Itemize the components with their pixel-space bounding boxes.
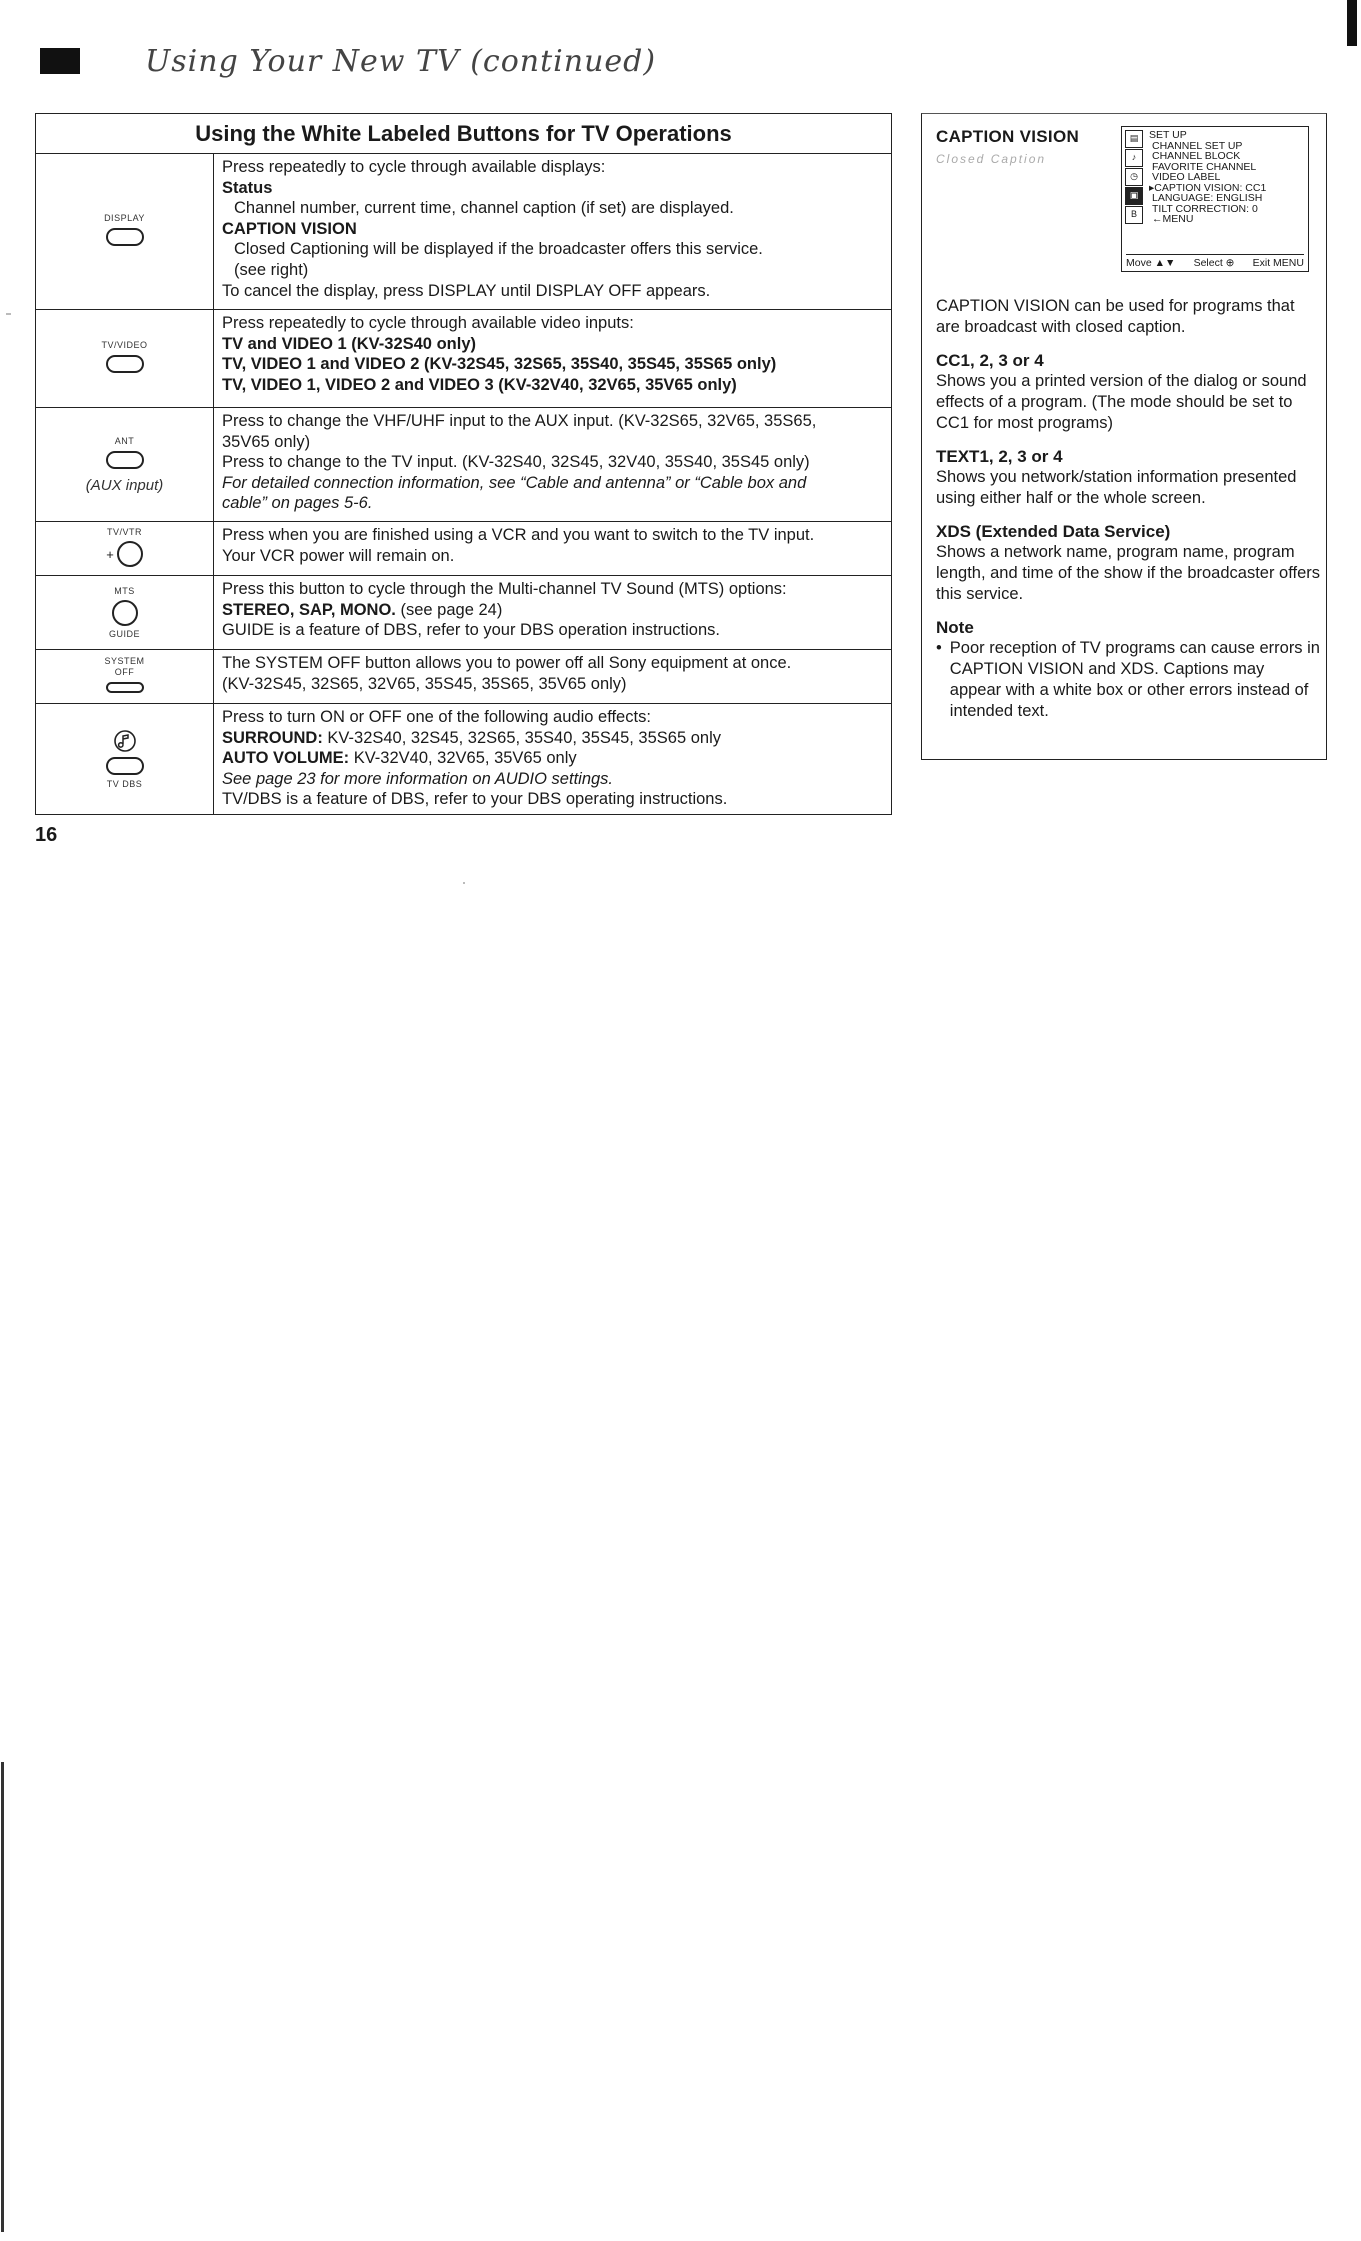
text-line: Closed Captioning will be displayed if the broadcaster offers this service. [234, 240, 763, 259]
oval-button-icon [106, 451, 144, 469]
bullet: • [936, 639, 942, 657]
round-button-icon [112, 600, 138, 626]
display-button-illustration [36, 154, 214, 309]
table-title: Using the White Labeled Buttons for TV Operations [36, 114, 891, 154]
section-heading: XDS (Extended Data Service) [936, 522, 1171, 541]
table-row-system-off [36, 650, 891, 704]
text-line: For detailed connection information, see “Cable and antenna” or “Cable box and [222, 473, 807, 492]
table-row-tv-video [36, 310, 891, 408]
music-note-icon [113, 729, 137, 753]
caption-vision-subtitle: Closed Caption [936, 152, 1047, 166]
text-line: GUIDE is a feature of DBS, refer to your DBS operation instructions. [222, 621, 720, 640]
oval-button-icon [106, 355, 144, 373]
text-line: To cancel the display, press DISPLAY until DISPLAY OFF appears. [222, 281, 711, 300]
menu-item: TILT CORRECTION: 0 [1152, 202, 1258, 215]
note-section [936, 617, 1320, 722]
audio-effect-description [214, 704, 891, 814]
ant-button-label: ANT [114, 435, 135, 446]
display-button-label: DISPLAY [104, 213, 145, 223]
text-line: Press when you are finished using a VCR and you want to switch to the TV input. [222, 526, 815, 544]
text-line: Press repeatedly to cycle through available video inputs: [222, 314, 634, 332]
video-menu-icon: ▤ [1125, 130, 1143, 148]
menu-item: CHANNEL BLOCK [1152, 150, 1241, 162]
text-line: Press to change the VHF/UHF input to the AUX input. (KV-32S65, 32V65, 35S65, [222, 412, 817, 430]
text-line: Channel number, current time, channel caption (if set) are displayed. [234, 199, 734, 218]
caption-vision-title: CAPTION VISION [936, 127, 1080, 146]
setup-menu-screen [1121, 126, 1309, 272]
text-line: cable” on pages 5-6. [222, 494, 373, 513]
text-line: See page 23 for more information on AUDIO settings. [222, 769, 614, 788]
edge-tab-mark [1347, 0, 1357, 46]
auto-volume-label: AUTO VOLUME: [222, 749, 350, 768]
section-body: Shows a network name, program name, program length, and time of the show if the broadcaster offers this service. [936, 543, 1321, 603]
table-row-mts [36, 576, 891, 650]
text-line: Press to change to the TV input. (KV-32S40, 32S45, 32V40, 35S40, 35S45 only) [222, 453, 810, 472]
select-hint: Select ⊕ [1193, 256, 1235, 269]
scan-speck [463, 882, 465, 884]
xds-section [936, 521, 1320, 605]
menu-item: LANGUAGE: ENGLISH [1152, 192, 1263, 204]
caption-vision-intro: CAPTION VISION can be used for programs that are broadcast with closed caption. [936, 297, 1295, 336]
scan-speck [6, 313, 11, 315]
text-line: Press to turn ON or OFF one of the following audio effects: [222, 708, 651, 726]
menu-item: VIDEO LABEL [1152, 171, 1221, 183]
table-row-audio-effect [36, 704, 891, 814]
setup-menu-icon: ▣ [1125, 187, 1143, 205]
menu-items [1149, 129, 1267, 225]
menu-item: FAVORITE CHANNEL [1152, 160, 1257, 173]
oval-button-icon [106, 757, 144, 775]
text-line: TV and VIDEO 1 (KV-32S40 only) [222, 334, 476, 353]
ant-description [214, 408, 891, 521]
text-line [222, 600, 883, 621]
menu-item: CHANNEL SET UP [1152, 139, 1243, 152]
buttons-table [35, 113, 892, 815]
plus-circle-button [106, 538, 143, 570]
tv-video-button-illustration [36, 310, 214, 407]
menu-item: ←MENU [1152, 213, 1194, 225]
section-body: Shows you network/station information presented using either half or the whole screen. [936, 468, 1297, 507]
page-header-title: Using Your New TV (continued) [145, 44, 657, 79]
menu-item-selected: ▸CAPTION VISION: CC1 [1149, 181, 1267, 194]
text-line: TV, VIDEO 1 and VIDEO 2 (KV-32S45, 32S65, 35S40, 35S45, 35S65 only) [222, 355, 777, 374]
exit-hint: Exit MENU [1252, 256, 1304, 269]
menu-icon-column [1125, 130, 1147, 225]
text-line: CAPTION VISION [222, 219, 357, 238]
text-line: (KV-32S45, 32S65, 32V65, 35S45, 35S65, 35V65 only) [222, 674, 627, 693]
system-off-button-illustration [36, 650, 214, 703]
text-line: 35V65 only) [222, 432, 311, 451]
tv-dbs-button-label: TV DBS [106, 778, 143, 789]
section-marker-block [40, 48, 80, 74]
text-line: Status [222, 178, 273, 197]
tv-vtr-description [214, 522, 891, 575]
text-line [222, 748, 883, 769]
cc-section [936, 350, 1320, 434]
round-button-icon [117, 541, 143, 567]
audio-menu-icon: ♪ [1125, 149, 1143, 167]
table-row-ant [36, 408, 891, 522]
text-line: TV/DBS is a feature of DBS, refer to your DBS operating instructions. [222, 790, 728, 809]
mts-button-illustration [36, 576, 214, 649]
timer-menu-icon: ◷ [1125, 168, 1143, 186]
system-off-button-label: SYSTEM OFF [104, 656, 145, 677]
scan-edge-line [1, 1762, 4, 2232]
text-line: (see right) [234, 260, 309, 279]
note-item [936, 638, 1320, 722]
text-line: The SYSTEM OFF button allows you to power off all Sony equipment at once. [222, 654, 792, 672]
text-line: TV, VIDEO 1, VIDEO 2 and VIDEO 3 (KV-32V40, 32V65, 35V65 only) [222, 375, 737, 394]
surround-label: SURROUND: [222, 728, 323, 747]
page-number: 16 [35, 824, 58, 846]
plus-icon: + [106, 546, 114, 562]
table-row-display [36, 154, 891, 310]
text-line: Press repeatedly to cycle through available displays: [222, 158, 606, 176]
mts-description [214, 576, 891, 649]
note-heading: Note [936, 618, 974, 637]
menu-footer [1126, 254, 1304, 269]
text-line: Press this button to cycle through the Multi-channel TV Sound (MTS) options: [222, 580, 787, 598]
note-text: Poor reception of TV programs can cause errors in CAPTION VISION and XDS. Captions may appear with a white box or other errors instead of intended text. [949, 639, 1320, 720]
system-off-description [214, 650, 891, 703]
oval-button-icon [106, 682, 144, 693]
tv-vtr-button-label: TV/VTR [106, 527, 142, 537]
audio-effect-button-illustration [36, 704, 214, 814]
display-description [214, 154, 891, 309]
tv-video-description [214, 310, 891, 407]
surround-models: KV-32S40, 32S45, 32S65, 35S40, 35S45, 35S65 only [322, 728, 721, 747]
guide-button-label: GUIDE [108, 628, 140, 639]
ant-button-illustration [36, 408, 214, 521]
move-hint: Move ▲▼ [1126, 256, 1176, 269]
mts-page-ref: (see page 24) [395, 600, 503, 619]
mts-button-label: MTS [114, 585, 135, 596]
oval-button-icon [106, 228, 144, 246]
section-body: Shows you a printed version of the dialog or sound effects of a program. (The mode should be set to CC1 for most programs) [936, 372, 1307, 432]
mts-options: STEREO, SAP, MONO. [222, 600, 396, 619]
section-heading: CC1, 2, 3 or 4 [936, 351, 1044, 370]
text-line: Your VCR power will remain on. [222, 546, 455, 565]
section-heading: TEXT1, 2, 3 or 4 [936, 447, 1063, 466]
tv-vtr-button-illustration [36, 522, 214, 575]
channel-menu-icon: B [1125, 206, 1143, 224]
table-row-tv-vtr [36, 522, 891, 576]
text-section [936, 446, 1320, 509]
tv-video-button-label: TV/VIDEO [101, 340, 148, 350]
text-line [222, 728, 883, 749]
auto-volume-models: KV-32V40, 32V65, 35V65 only [349, 749, 577, 768]
aux-input-label: (AUX input) [85, 476, 164, 494]
menu-item: SET UP [1149, 129, 1187, 141]
